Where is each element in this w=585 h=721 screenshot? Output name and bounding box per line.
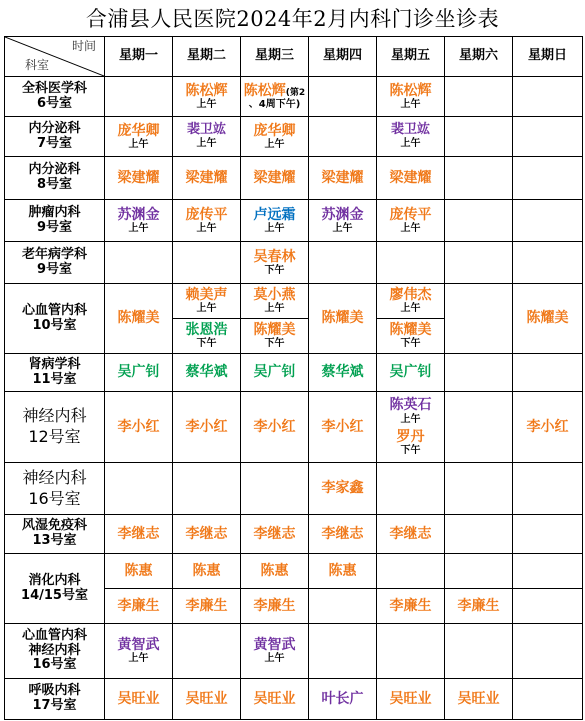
dept-name: 全科医学科 xyxy=(21,80,87,96)
room-number: 8号室 xyxy=(36,177,73,192)
schedule-cell xyxy=(173,679,241,720)
doctor-name: 陈惠 xyxy=(328,562,357,579)
schedule-cell xyxy=(513,117,583,157)
schedule-cell xyxy=(309,624,377,679)
schedule-cell xyxy=(309,77,377,117)
doctor-name: 苏渊金 xyxy=(117,206,160,223)
schedule-cell xyxy=(241,284,309,319)
dept-cell xyxy=(5,354,105,392)
dept-name: 呼吸内科 xyxy=(28,683,81,699)
day-header-sun: 星期日 xyxy=(513,37,583,77)
schedule-cell xyxy=(377,354,445,392)
doctor-name: 陈英石 xyxy=(389,397,432,414)
doctor-name: 李廉生 xyxy=(185,597,228,614)
session-note: 下午 xyxy=(400,445,421,457)
schedule-cell xyxy=(513,679,583,720)
schedule-cell xyxy=(105,392,173,463)
session-note: 上午 xyxy=(128,653,149,665)
schedule-cell xyxy=(377,284,445,319)
schedule-cell xyxy=(445,284,513,354)
schedule-cell xyxy=(241,354,309,392)
schedule-cell xyxy=(513,589,583,624)
doctor-name: 庞华卿 xyxy=(117,122,160,139)
schedule-cell xyxy=(241,515,309,554)
doctor-name: 张恩浩 xyxy=(185,322,228,339)
dept-cell xyxy=(5,515,105,554)
doctor-name: 莫小燕 xyxy=(253,287,296,304)
schedule-cell xyxy=(309,284,377,354)
doctor-name: 陈松辉 xyxy=(185,82,228,99)
session-note: 上午 xyxy=(264,653,285,665)
session-note: 下午 xyxy=(264,264,285,276)
table-row xyxy=(5,117,583,157)
dept-cell xyxy=(5,117,105,157)
schedule-cell xyxy=(309,117,377,157)
dept-name: 内分泌科 xyxy=(28,162,81,178)
table-row xyxy=(5,77,583,117)
schedule-cell xyxy=(173,284,241,319)
schedule-cell xyxy=(173,242,241,284)
doctor-name: 苏渊金 xyxy=(321,206,364,223)
dept-cell xyxy=(5,463,105,515)
doctor-name: 李继志 xyxy=(117,525,160,542)
session-note: 上午 xyxy=(400,413,421,425)
doctor-name: 裴卫竑 xyxy=(390,122,430,138)
dept-name: 心血管内科 xyxy=(21,302,87,318)
doctor-name: 李小红 xyxy=(526,418,569,435)
schedule-cell xyxy=(309,200,377,242)
schedule-cell xyxy=(105,157,173,200)
schedule-cell xyxy=(241,319,309,354)
dept-cell xyxy=(5,77,105,117)
table-row xyxy=(5,284,583,319)
session-note: 上午 xyxy=(264,138,285,150)
schedule-cell xyxy=(513,515,583,554)
room-number: 7号室 xyxy=(36,135,73,151)
schedule-cell xyxy=(445,589,513,624)
room-number: 12号室 xyxy=(28,427,81,446)
schedule-cell xyxy=(309,354,377,392)
doctor-name: 梁建耀 xyxy=(389,169,432,186)
session-note: 上午 xyxy=(196,138,217,150)
doctor-name: 李小红 xyxy=(253,418,296,435)
schedule-table xyxy=(4,36,583,720)
schedule-cell xyxy=(105,589,173,624)
doctor-name: 吴旺业 xyxy=(185,690,228,707)
doctor-name: 庞传平 xyxy=(389,206,432,223)
session-note: 上午 xyxy=(264,303,285,315)
schedule-cell xyxy=(513,77,583,117)
doctor-name: 陈耀美 xyxy=(253,322,296,339)
dept-name: 老年病学科 xyxy=(21,246,87,262)
schedule-cell xyxy=(173,624,241,679)
schedule-cell xyxy=(241,392,309,463)
room-number: 9号室 xyxy=(36,261,73,277)
session-note: 上午 xyxy=(400,98,421,110)
header-row xyxy=(5,37,583,77)
schedule-cell xyxy=(513,354,583,392)
corner-cell xyxy=(5,37,105,77)
schedule-cell xyxy=(105,463,173,515)
schedule-cell xyxy=(309,157,377,200)
dept-cell xyxy=(5,554,105,624)
doctor-name: 李廉生 xyxy=(253,597,296,614)
table-row xyxy=(5,679,583,720)
schedule-cell xyxy=(377,117,445,157)
doctor-name: 吴广钊 xyxy=(389,364,432,381)
schedule-cell xyxy=(241,200,309,242)
dept-cell xyxy=(5,392,105,463)
doctor-name: 蔡华斌 xyxy=(185,364,228,381)
doctor-name: 陈耀美 xyxy=(117,310,160,327)
schedule-cell xyxy=(173,589,241,624)
doctor-name: 李廉生 xyxy=(117,597,160,614)
table-row xyxy=(5,554,583,589)
room-number: 6号室 xyxy=(36,95,73,111)
session-note: 下午 xyxy=(400,338,421,350)
doctor-name: 吴旺业 xyxy=(253,690,296,707)
dept-name: 神经内科 xyxy=(28,642,81,658)
room-number: 16号室 xyxy=(28,488,81,508)
schedule-cell xyxy=(173,354,241,392)
schedule-cell xyxy=(309,554,377,589)
schedule-cell xyxy=(309,589,377,624)
room-number: 13号室 xyxy=(32,533,77,548)
room-number: 17号室 xyxy=(32,698,77,713)
schedule-cell xyxy=(241,679,309,720)
schedule-cell xyxy=(105,117,173,157)
dept-cell xyxy=(5,242,105,284)
schedule-cell xyxy=(309,679,377,720)
dept-cell xyxy=(5,284,105,354)
schedule-cell xyxy=(445,354,513,392)
schedule-cell xyxy=(105,77,173,117)
doctor-name: 李廉生 xyxy=(389,597,432,614)
dept-name: 心血管内科 xyxy=(21,627,87,643)
doctor-name: 李小红 xyxy=(185,418,228,435)
doctor-name: 赖美声 xyxy=(185,287,228,304)
doctor-name: 吴广钊 xyxy=(117,364,160,381)
table-row xyxy=(5,463,583,515)
schedule-cell xyxy=(445,77,513,117)
schedule-cell xyxy=(377,554,445,589)
session-note: 上午 xyxy=(128,138,149,150)
schedule-cell xyxy=(377,515,445,554)
schedule-cell xyxy=(513,392,583,463)
schedule-cell xyxy=(173,515,241,554)
day-header-thu: 星期四 xyxy=(309,37,377,77)
schedule-cell xyxy=(377,200,445,242)
doctor-name: 蔡华斌 xyxy=(321,364,364,381)
schedule-cell xyxy=(241,624,309,679)
schedule-cell xyxy=(105,624,173,679)
table-row xyxy=(5,242,583,284)
schedule-cell xyxy=(173,117,241,157)
schedule-cell xyxy=(309,515,377,554)
table-row xyxy=(5,624,583,679)
schedule-cell xyxy=(377,319,445,354)
schedule-cell xyxy=(241,157,309,200)
corner-time-label: 时间 xyxy=(71,39,96,53)
room-number: 14/15号室 xyxy=(21,587,88,603)
day-header-mon: 星期一 xyxy=(105,37,173,77)
schedule-cell xyxy=(445,679,513,720)
schedule-cell xyxy=(105,515,173,554)
day-header-fri: 星期五 xyxy=(377,37,445,77)
schedule-cell xyxy=(173,319,241,354)
doctor-name: 庞华卿 xyxy=(253,122,296,139)
schedule-cell xyxy=(377,589,445,624)
schedule-cell xyxy=(445,554,513,589)
schedule-cell xyxy=(445,200,513,242)
dept-name: 风湿免疫科 xyxy=(21,518,87,534)
session-note: 、4周下午) xyxy=(248,98,301,110)
session-note: 下午 xyxy=(196,338,217,350)
schedule-cell xyxy=(445,624,513,679)
doctor-name: 李继志 xyxy=(185,525,228,542)
doctor-name: 梁建耀 xyxy=(321,169,364,186)
doctor-name: 裴卫竑 xyxy=(186,122,226,138)
schedule-cell xyxy=(377,242,445,284)
schedule-cell xyxy=(513,463,583,515)
schedule-cell xyxy=(513,624,583,679)
session-note: 上午 xyxy=(400,138,421,150)
doctor-name: 陈耀美 xyxy=(526,310,569,327)
schedule-cell xyxy=(445,242,513,284)
doctor-name: 吴旺业 xyxy=(457,690,500,707)
session-note: 上午 xyxy=(128,222,149,234)
dept-cell xyxy=(5,157,105,200)
room-number: 10号室 xyxy=(32,317,77,333)
doctor-name-text: 陈松辉 xyxy=(243,82,286,99)
doctor-name: 陈惠 xyxy=(192,562,221,579)
table-row xyxy=(5,157,583,200)
dept-name: 神经内科 xyxy=(22,467,87,487)
schedule-cell xyxy=(105,242,173,284)
schedule-cell xyxy=(377,679,445,720)
session-note: 下午 xyxy=(264,338,285,350)
doctor-name: 陈耀美 xyxy=(389,322,432,339)
doctor-name: 黄智武 xyxy=(117,637,160,654)
session-note: 上午 xyxy=(264,222,285,234)
schedule-cell xyxy=(445,117,513,157)
dept-name: 肿瘤内科 xyxy=(28,204,81,220)
schedule-cell xyxy=(105,200,173,242)
schedule-cell xyxy=(173,200,241,242)
schedule-cell xyxy=(241,77,309,117)
schedule-cell xyxy=(241,554,309,589)
doctor-name: 庞传平 xyxy=(185,206,228,223)
day-header-wed: 星期三 xyxy=(241,37,309,77)
doctor-name xyxy=(241,83,308,99)
schedule-cell xyxy=(173,554,241,589)
schedule-cell xyxy=(241,589,309,624)
doctor-name: 吴广钊 xyxy=(253,364,296,381)
day-header-sat: 星期六 xyxy=(445,37,513,77)
doctor-name: 陈松辉 xyxy=(389,82,432,99)
day-header-tue: 星期二 xyxy=(173,37,241,77)
doctor-name: 吴春林 xyxy=(253,248,296,265)
session-note: (第2 xyxy=(285,87,306,98)
doctor-name: 梁建耀 xyxy=(185,169,228,186)
doctor-name: 吴旺业 xyxy=(117,690,160,707)
table-row xyxy=(5,392,583,463)
schedule-cell xyxy=(241,117,309,157)
doctor-name: 李廉生 xyxy=(457,597,500,614)
schedule-cell xyxy=(513,200,583,242)
doctor-name: 罗丹 xyxy=(396,429,425,445)
session-note: 上午 xyxy=(332,222,353,234)
schedule-cell xyxy=(445,392,513,463)
doctor-name: 梁建耀 xyxy=(117,169,160,186)
doctor-name: 李继志 xyxy=(253,525,296,542)
schedule-cell xyxy=(241,463,309,515)
schedule-cell xyxy=(445,463,513,515)
dept-name: 肾病学科 xyxy=(28,356,81,372)
schedule-cell xyxy=(309,463,377,515)
room-number: 11号室 xyxy=(32,371,77,387)
doctor-name: 叶长广 xyxy=(321,690,364,707)
doctor-name: 李小红 xyxy=(117,418,160,435)
page-title: 合浦县人民医院2024年2月内科门诊坐诊表 xyxy=(85,7,500,31)
dept-cell xyxy=(5,624,105,679)
corner-dept-label: 科室 xyxy=(25,58,50,73)
session-note: 上午 xyxy=(400,303,421,315)
table-row xyxy=(5,515,583,554)
doctor-name: 陈耀美 xyxy=(321,310,364,327)
schedule-cell xyxy=(377,77,445,117)
schedule-cell xyxy=(377,624,445,679)
doctor-name: 廖伟杰 xyxy=(389,287,432,304)
dept-cell xyxy=(5,200,105,242)
dept-name: 内分泌科 xyxy=(28,120,81,136)
schedule-cell xyxy=(377,157,445,200)
table-row xyxy=(5,200,583,242)
schedule-cell xyxy=(105,354,173,392)
doctor-name: 李继志 xyxy=(321,525,364,542)
schedule-cell xyxy=(377,392,445,463)
session-note: 上午 xyxy=(196,222,217,234)
doctor-name: 李小红 xyxy=(321,418,364,435)
schedule-cell xyxy=(241,242,309,284)
schedule-cell xyxy=(105,554,173,589)
doctor-name: 陈惠 xyxy=(124,562,153,579)
schedule-cell xyxy=(173,157,241,200)
dept-name: 消化内科 xyxy=(28,572,81,588)
schedule-cell xyxy=(513,157,583,200)
schedule-cell xyxy=(173,77,241,117)
room-number: 9号室 xyxy=(36,219,73,235)
doctor-name: 陈惠 xyxy=(260,562,289,579)
session-note: 上午 xyxy=(400,222,421,234)
schedule-cell xyxy=(173,392,241,463)
session-note: 上午 xyxy=(196,303,217,315)
doctor-name: 吴旺业 xyxy=(389,690,432,707)
schedule-cell xyxy=(513,284,583,354)
schedule-cell xyxy=(105,679,173,720)
dept-cell xyxy=(5,679,105,720)
room-number: 16号室 xyxy=(32,657,77,673)
table-row xyxy=(5,354,583,392)
schedule-cell xyxy=(309,242,377,284)
schedule-cell xyxy=(445,157,513,200)
schedule-cell xyxy=(445,515,513,554)
doctor-name: 李继志 xyxy=(389,525,432,542)
doctor-name: 李家鑫 xyxy=(321,480,364,497)
session-note: 上午 xyxy=(196,98,217,110)
doctor-name: 梁建耀 xyxy=(253,169,296,186)
schedule-cell xyxy=(105,284,173,354)
schedule-cell xyxy=(377,463,445,515)
dept-name: 神经内科 xyxy=(22,406,87,426)
schedule-cell xyxy=(309,392,377,463)
doctor-name: 卢远霜 xyxy=(253,206,296,223)
schedule-cell xyxy=(513,242,583,284)
schedule-cell xyxy=(513,554,583,589)
schedule-cell xyxy=(173,463,241,515)
doctor-name: 黄智武 xyxy=(253,637,296,654)
